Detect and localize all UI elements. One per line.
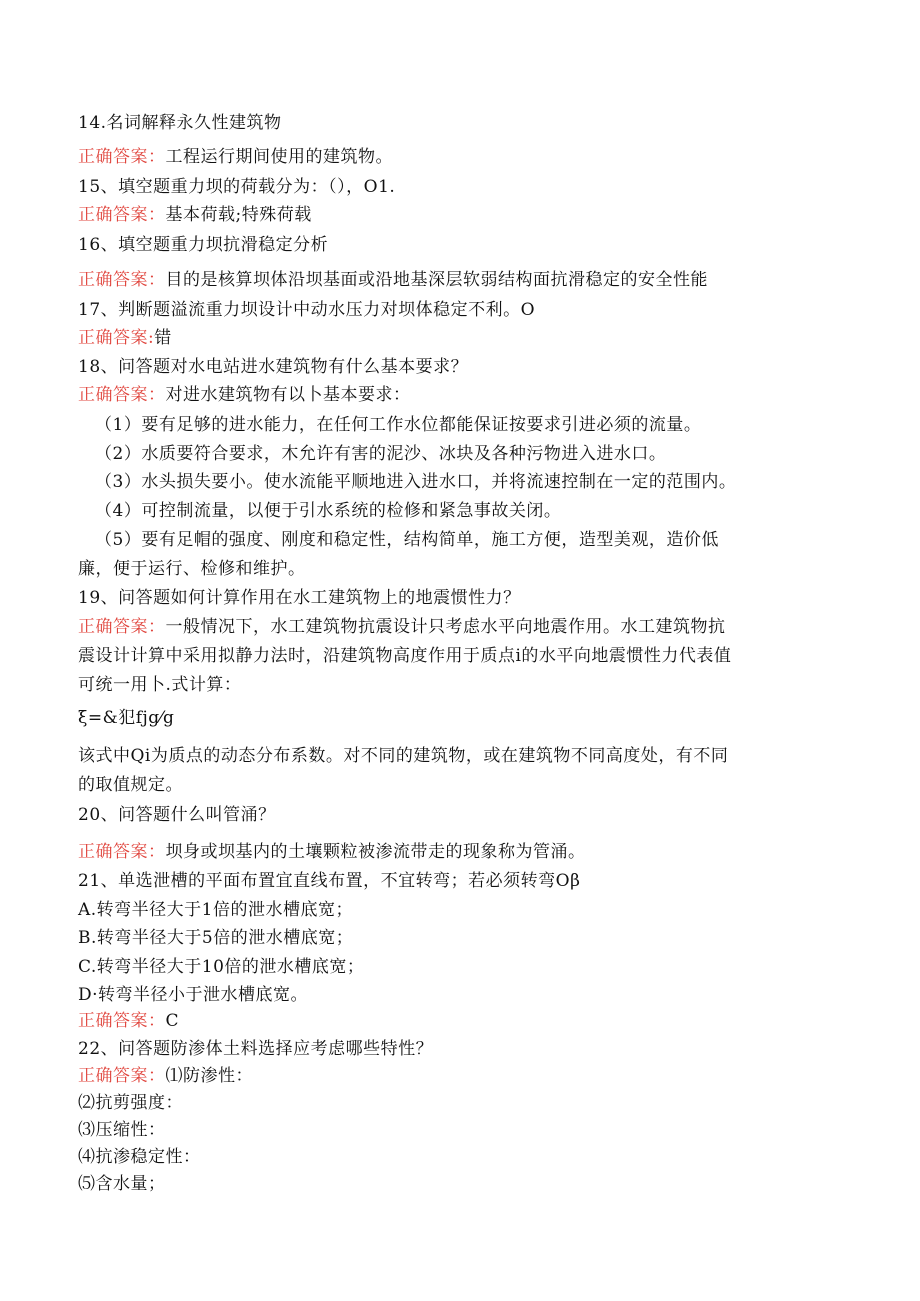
- question-22: 22、问答题防渗体土料选择应考虑哪些特性？: [78, 1039, 434, 1059]
- answer-label: 正确答案：: [78, 147, 166, 167]
- option-c: C.转弯半径大于10倍的泄水槽底宽；: [78, 957, 365, 977]
- answer-18: [78, 383, 411, 407]
- answer-22-item-4: ⑷抗渗稳定性：: [78, 1147, 201, 1167]
- question-17: 17、判断题溢流重力坝设计中动水压力对坝体稳定不利。O: [78, 300, 536, 320]
- option-a: A.转弯半径大于1倍的泄水槽底宽；: [78, 900, 353, 920]
- question-18: 18、问答题对水电站进水建筑物有什么基本要求？: [78, 357, 469, 377]
- answer-19-line-2: 震设计计算中采用拟静力法时，沿建筑物高度作用于质点i的水平向地震惯性力代表值: [78, 646, 732, 666]
- answer-text: ⑴防渗性：: [165, 1066, 253, 1086]
- answer-label: 正确答案：: [78, 270, 166, 290]
- answer-19-line-3: 可统一用卜.式计算：: [78, 675, 242, 695]
- answer-18-item-4: （4）可控制流量，以便于引水系统的检修和紧急事故关闭。: [95, 501, 562, 521]
- answer-text: 工程运行期间使用的建筑物。: [165, 147, 393, 167]
- answer-22-item-3: ⑶压缩性：: [78, 1120, 166, 1140]
- option-d: D·转弯半径小于泄水槽底宽。: [78, 985, 309, 1005]
- answer-18-item-3: （3）水头损失要小。使水流能平顺地进入进水口，并将流速控制在一定的范围内。: [95, 472, 737, 492]
- answer-19-explain-1: 该式中Qi为质点的动态分布系数。对不同的建筑物，或在建筑物不同高度处，有不同: [78, 746, 729, 766]
- answer-18-item-1: （1）要有足够的进水能力，在任何工作水位都能保证按要求引进必须的流量。: [95, 415, 702, 435]
- question-20: 20、问答题什么叫管涌？: [78, 805, 276, 825]
- question-14: 14.名词解释永久性建筑物: [78, 113, 282, 133]
- question-15: 15、填空题重力坝的荷载分为：（），O1.: [78, 177, 396, 197]
- answer-17: [78, 326, 172, 350]
- answer-text: 基本荷载;特殊荷载: [165, 205, 312, 225]
- answer-20: [78, 840, 586, 864]
- answer-text: C: [165, 1011, 180, 1031]
- question-21: 21、单选泄槽的平面布置宜直线布置，不宜转弯；若必须转弯Oβ: [78, 871, 581, 891]
- answer-label: 正确答案：: [78, 617, 166, 637]
- answer-18-item-5-cont: 廉，便于运行、检修和维护。: [78, 559, 306, 579]
- answer-text: 错: [154, 328, 172, 348]
- answer-text: 对进水建筑物有以卜基本要求：: [165, 385, 411, 405]
- answer-label: 正确答案：: [78, 1066, 166, 1086]
- answer-label: 正确答案:: [78, 328, 155, 348]
- question-16: 16、填空题重力坝抗滑稳定分析: [78, 235, 329, 255]
- answer-22-item-5: ⑸含水量；: [78, 1174, 166, 1194]
- answer-19-explain-2: 的取值规定。: [78, 775, 183, 795]
- answer-label: 正确答案：: [78, 205, 166, 225]
- formula: ξ=&犯fjg⁄g: [78, 708, 175, 728]
- answer-15: [78, 203, 312, 227]
- answer-text: 一般情况下，水工建筑物抗震设计只考虑水平向地震作用。水工建筑物抗: [165, 617, 726, 637]
- answer-text: 坝身或坝基内的土壤颗粒被渗流带走的现象称为管涌。: [165, 842, 586, 862]
- question-19: 19、问答题如何计算作用在水工建筑物上的地震惯性力？: [78, 588, 521, 608]
- answer-18-item-2: （2）水质要符合要求，木允许有害的泥沙、冰块及各种污物进入进水口。: [95, 444, 667, 464]
- answer-18-item-5: （5）要有足帽的强度、刚度和稳定性，结构简单，施工方便，造型美观，造价低: [95, 530, 719, 550]
- answer-21: [78, 1009, 179, 1033]
- answer-label: 正确答案：: [78, 842, 166, 862]
- option-b: B.转弯半径大于5倍的泄水槽底宽；: [78, 928, 354, 948]
- answer-22-item-2: ⑵抗剪强度：: [78, 1093, 183, 1113]
- answer-label: 正确答案：: [78, 385, 166, 405]
- answer-text: 目的是核算坝体沿坝基面或沿地基深层软弱结构面抗滑稳定的安全性能: [165, 270, 708, 290]
- answer-label: 正确答案：: [78, 1011, 166, 1031]
- answer-19-line-1: [78, 615, 726, 639]
- answer-22: [78, 1064, 253, 1088]
- answer-16: [78, 268, 708, 292]
- answer-14: [78, 145, 393, 169]
